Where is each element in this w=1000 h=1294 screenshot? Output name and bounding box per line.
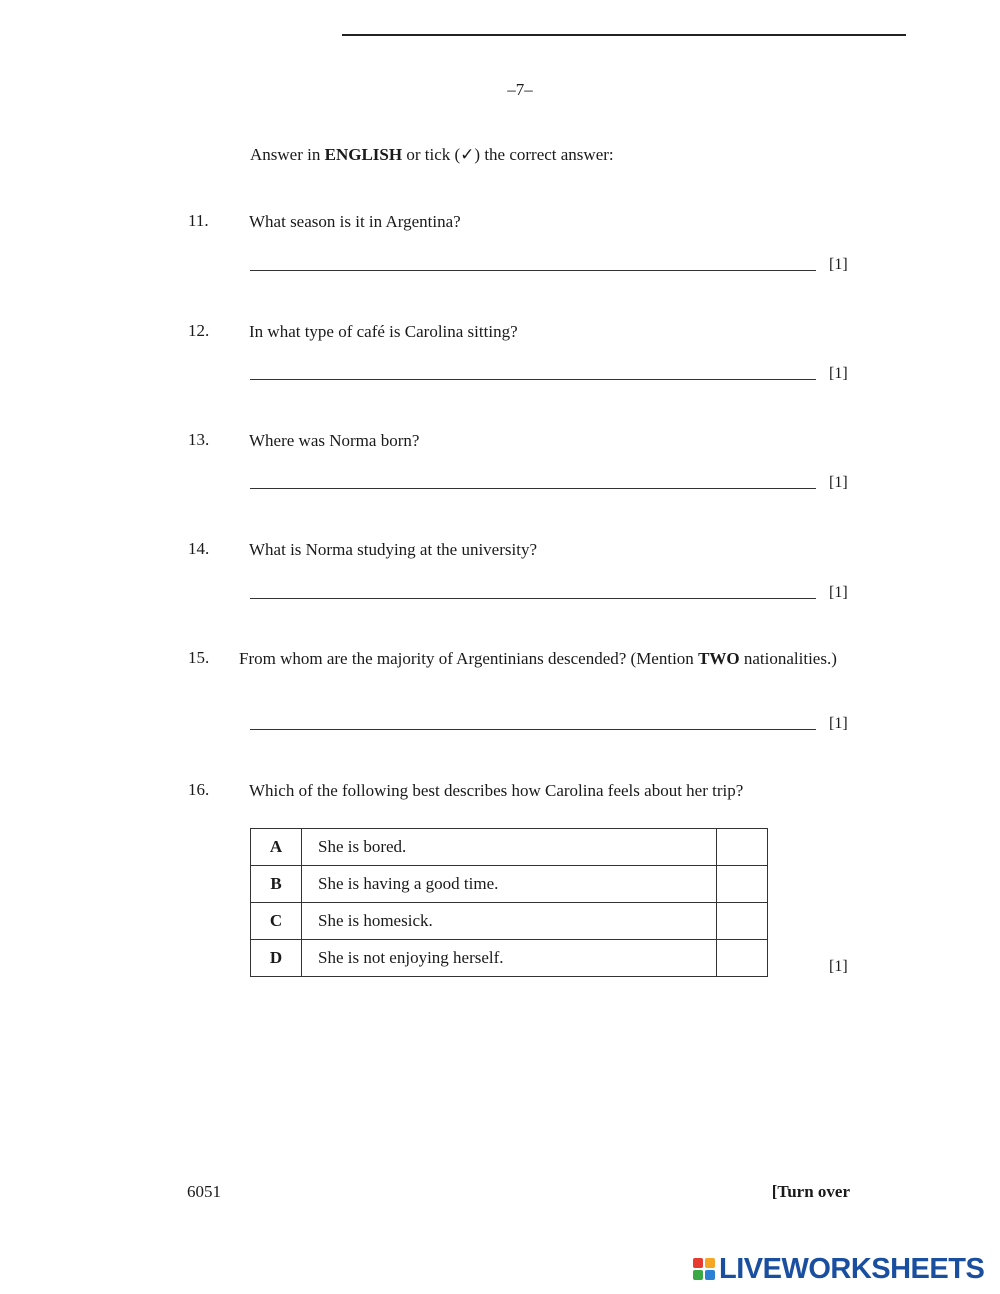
tick-box-c[interactable] [717, 903, 768, 940]
liveworksheets-logo-icon [693, 1258, 715, 1280]
instructions: Answer in ENGLISH or tick (✓) the correct answer: [250, 145, 614, 164]
option-row-a [251, 829, 768, 866]
mark-15: [1] [829, 715, 848, 732]
tick-box-b[interactable] [717, 866, 768, 903]
turn-over-label: [Turn over [771, 1182, 850, 1201]
option-row-c [251, 903, 768, 940]
logo-tile [693, 1270, 703, 1280]
paper-code: 6051 [187, 1182, 221, 1201]
answer-line-14[interactable] [250, 598, 816, 599]
liveworksheets-logo-text: LIVEWORKSHEETS [719, 1252, 985, 1285]
option-text: She is having a good time. [302, 866, 717, 903]
option-text: She is bored. [302, 829, 717, 866]
logo-tile [705, 1270, 715, 1280]
option-row-d [251, 940, 768, 977]
answer-line-13[interactable] [250, 488, 816, 489]
mark-11: [1] [829, 256, 848, 273]
question-text: What season is it in Argentina? [249, 212, 461, 231]
option-letter: C [251, 903, 302, 940]
question-number: 11. [188, 211, 209, 230]
answer-line-12[interactable] [250, 379, 816, 380]
options-table [250, 828, 768, 977]
tick-box-d[interactable] [717, 940, 768, 977]
answer-line-15[interactable] [250, 729, 816, 730]
question-text: Which of the following best describes how Carolina feels about her trip? [249, 781, 744, 800]
mark-14: [1] [829, 584, 848, 601]
answer-line-11[interactable] [250, 270, 816, 271]
top-rule [342, 34, 906, 36]
question-number: 15. [188, 648, 210, 667]
question-number: 16. [188, 780, 210, 799]
question-text: Where was Norma born? [249, 431, 420, 450]
question-number: 14. [188, 539, 210, 558]
logo-tile [705, 1258, 715, 1268]
question-text: What is Norma studying at the university? [249, 540, 537, 559]
question-number: 13. [188, 430, 210, 449]
option-letter: B [251, 866, 302, 903]
question-number: 12. [188, 321, 210, 340]
page-number: –7– [507, 80, 533, 99]
question-text: In what type of café is Carolina sitting? [249, 322, 518, 341]
option-letter: A [251, 829, 302, 866]
liveworksheets-logo[interactable] [693, 1254, 984, 1284]
mark-16: [1] [829, 958, 848, 975]
mark-12: [1] [829, 365, 848, 382]
tick-box-a[interactable] [717, 829, 768, 866]
option-text: She is homesick. [302, 903, 717, 940]
question-text: From whom are the majority of Argentinians descended? (Mention TWO nationalities.) [239, 649, 837, 668]
mark-13: [1] [829, 474, 848, 491]
option-text: She is not enjoying herself. [302, 940, 717, 977]
option-letter: D [251, 940, 302, 977]
logo-tile [693, 1258, 703, 1268]
option-row-b [251, 866, 768, 903]
